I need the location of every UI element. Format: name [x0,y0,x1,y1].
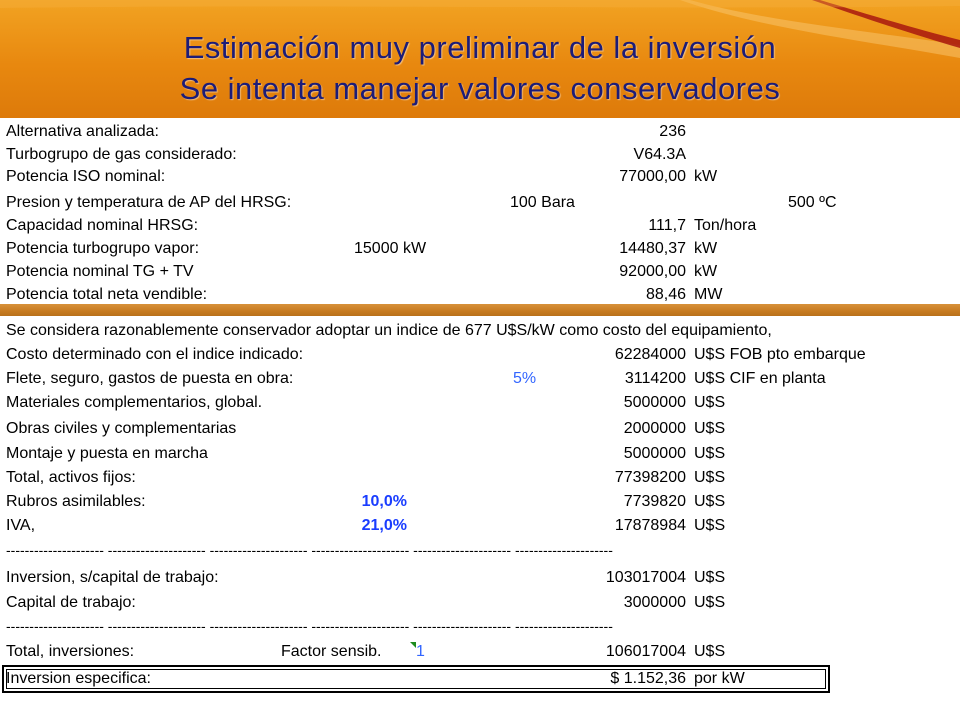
row-unit: kW [694,263,718,280]
pressure-value: 100 Bara [510,194,575,211]
row-label: Presion y temperatura de AP del HRSG: [6,194,292,211]
row-unit: U$S [694,517,726,534]
row-unit: U$S CIF en planta [694,370,826,387]
row-value: 106017004 [605,643,686,660]
row-label: Inversion especifica: [6,670,151,687]
row-value: 3000000 [623,594,686,611]
row-unit: por kW [694,670,745,687]
row-label: Turbogrupo de gas considerado: [6,146,237,163]
row-label: Flete, seguro, gastos de puesta en obra: [6,370,294,387]
row-label: Potencia turbogrupo vapor: [6,240,200,257]
row-value: 92000,00 [619,263,686,280]
table-row [0,120,960,143]
section-divider [0,304,960,316]
table-row [0,566,960,589]
row-label: Inversion, s/capital de trabajo: [6,569,219,586]
row-unit: U$S [694,643,726,660]
row-label: Total, activos fijos: [6,469,136,486]
investment-estimate-table [0,316,960,720]
row-value: V64.3A [633,146,686,163]
title-banner [0,0,960,118]
row-value: 77398200 [614,469,686,486]
row-value: 103017004 [605,569,686,586]
plant-parameters-table [0,118,960,304]
row-label: Capital de trabajo: [6,594,136,611]
row-unit: kW [694,168,718,185]
row-percentage: 10,0% [361,493,407,510]
table-row [0,466,960,489]
row-label: Alternativa analizada: [6,123,159,140]
table-row [0,283,960,306]
intro-row [0,319,960,342]
table-row [0,367,960,390]
dashed-line: --------------------- --------------------- --------------------- --------------------- --------------------- --------------------- [6,618,613,634]
steam-turbine-rating: 15000 kW [354,240,427,257]
row-label: Potencia total neta vendible: [6,286,208,303]
row-unit: U$S FOB pto embarque [694,346,866,363]
specific-investment-row [0,667,960,690]
table-row [0,165,960,188]
row-value: 236 [659,123,686,140]
row-unit: U$S [694,594,726,611]
row-label: Materiales complementarios, global. [6,394,263,411]
intro-text: Se considera razonablemente conservador adoptar un indice de 677 U$S/kW como costo del equipamiento, [6,322,772,339]
table-row [0,514,960,537]
row-value: 5000000 [623,445,686,462]
row-unit: U$S [694,445,726,462]
row-value: 88,46 [645,286,686,303]
table-row [0,191,960,214]
row-value: 2000000 [623,420,686,437]
table-row [0,391,960,414]
row-value: $ 1.152,36 [610,670,686,687]
row-label: Total, inversiones: [6,643,135,660]
row-value: 77000,00 [619,168,686,185]
row-label: Costo determinado con el indice indicado: [6,346,304,363]
row-label: Potencia ISO nominal: [6,168,166,185]
total-row [0,640,960,663]
row-unit: MW [694,286,723,303]
page-title-line-1: Estimación muy preliminar de la inversión [183,30,777,65]
row-unit: U$S [694,420,726,437]
row-unit: U$S [694,493,726,510]
row-label: Obras civiles y complementarias [6,420,237,437]
factor-value[interactable]: 1 [416,643,425,660]
dashed-divider [0,539,960,562]
table-row [0,143,960,166]
row-label: IVA, [6,517,36,534]
table-row [0,442,960,465]
row-percentage: 5% [513,370,537,387]
table-row [0,591,960,614]
table-row [0,214,960,237]
row-label: Montaje y puesta en marcha [6,445,208,462]
row-label: Potencia nominal TG + TV [6,263,194,280]
temperature-value: 500 ºC [788,194,837,211]
row-value: 17878984 [614,517,686,534]
row-percentage: 21,0% [361,517,407,534]
row-value: 5000000 [623,394,686,411]
dashed-divider [0,615,960,638]
row-value: 7739820 [623,493,686,510]
row-value: 111,7 [648,217,686,234]
row-unit: U$S [694,469,726,486]
row-unit: U$S [694,569,726,586]
row-value: 14480,37 [619,240,686,257]
row-value: 62284000 [614,346,686,363]
page-title-line-2: Se intenta manejar valores conservadores [179,71,781,106]
table-row [0,343,960,366]
row-unit: U$S [694,394,726,411]
row-label: Rubros asimilables: [6,493,146,510]
table-row [0,237,960,260]
row-unit: Ton/hora [694,217,757,234]
table-row [0,260,960,283]
factor-label: Factor sensib. [281,643,382,660]
row-label: Capacidad nominal HRSG: [6,217,199,234]
table-row [0,490,960,513]
table-row [0,417,960,440]
row-value: 3114200 [624,370,686,387]
row-unit: kW [694,240,718,257]
dashed-line: --------------------- --------------------- --------------------- --------------------- --------------------- --------------------- [6,542,613,558]
